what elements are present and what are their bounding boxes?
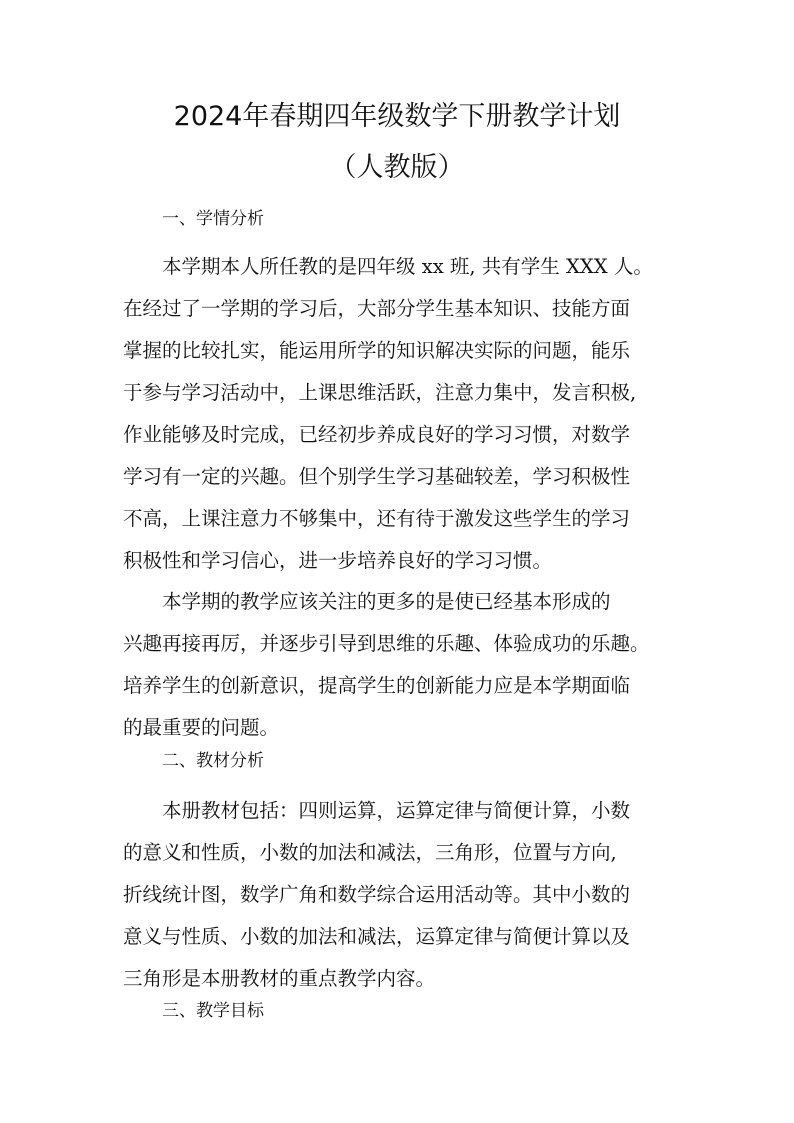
section-heading-teaching-goals: 三、教学目标 <box>162 1001 264 1021</box>
paragraph-line: 本学期本人所任教的是四年级 xx 班, 共有学生 XXX 人。 <box>162 255 653 278</box>
paragraph-line: 掌握的比较扎实，能运用所学的知识解决实际的问题，能乐 <box>123 339 631 362</box>
paragraph-line: 折线统计图，数学广角和数学综合运用活动等。其中小数的 <box>123 883 631 906</box>
paragraph-line: 在经过了一学期的学习后，大部分学生基本知识、技能方面 <box>123 297 631 320</box>
paragraph-line: 兴趣再接再厉，并逐步引导到思维的乐趣、体验成功的乐趣。 <box>123 632 650 655</box>
paragraph-line: 本册教材包括：四则运算，运算定律与简便计算，小数 <box>162 799 631 822</box>
document-subtitle: （人教版） <box>329 152 465 183</box>
section-heading-student-analysis: 一、学情分析 <box>162 209 264 229</box>
paragraph-line: 的最重要的问题。 <box>123 716 280 739</box>
paragraph-student-analysis-1 <box>123 246 683 582</box>
paragraph-line: 本学期的教学应该关注的更多的是使已经基本形成的 <box>162 590 611 613</box>
paragraph-line: 作业能够及时完成，已经初步养成良好的学习习惯，对数学 <box>123 423 631 446</box>
paragraph-textbook-analysis <box>123 790 683 1000</box>
paragraph-line: 不高，上课注意力不够集中，还有待于激发这些学生的学习 <box>123 507 631 530</box>
paragraph-student-analysis-2 <box>123 581 683 749</box>
paragraph-line: 于参与学习活动中，上课思维活跃，注意力集中，发言积极, <box>123 381 637 404</box>
paragraph-line: 三角形是本册教材的重点教学内容。 <box>123 967 436 990</box>
section-heading-textbook-analysis: 二、教材分析 <box>162 751 264 771</box>
paragraph-line: 的意义和性质，小数的加法和减法，三角形，位置与方向, <box>123 841 617 864</box>
paragraph-line: 积极性和学习信心，进一步培养良好的学习习惯。 <box>123 549 553 572</box>
document-title: 2024年春期四年级数学下册教学计划 <box>173 101 621 132</box>
paragraph-line: 意义与性质、小数的加法和减法，运算定律与简便计算以及 <box>123 925 631 948</box>
paragraph-line: 学习有一定的兴趣。但个别学生学习基础较差，学习积极性 <box>123 465 631 488</box>
paragraph-line: 培养学生的创新意识，提高学生的创新能力应是本学期面临 <box>123 674 631 697</box>
